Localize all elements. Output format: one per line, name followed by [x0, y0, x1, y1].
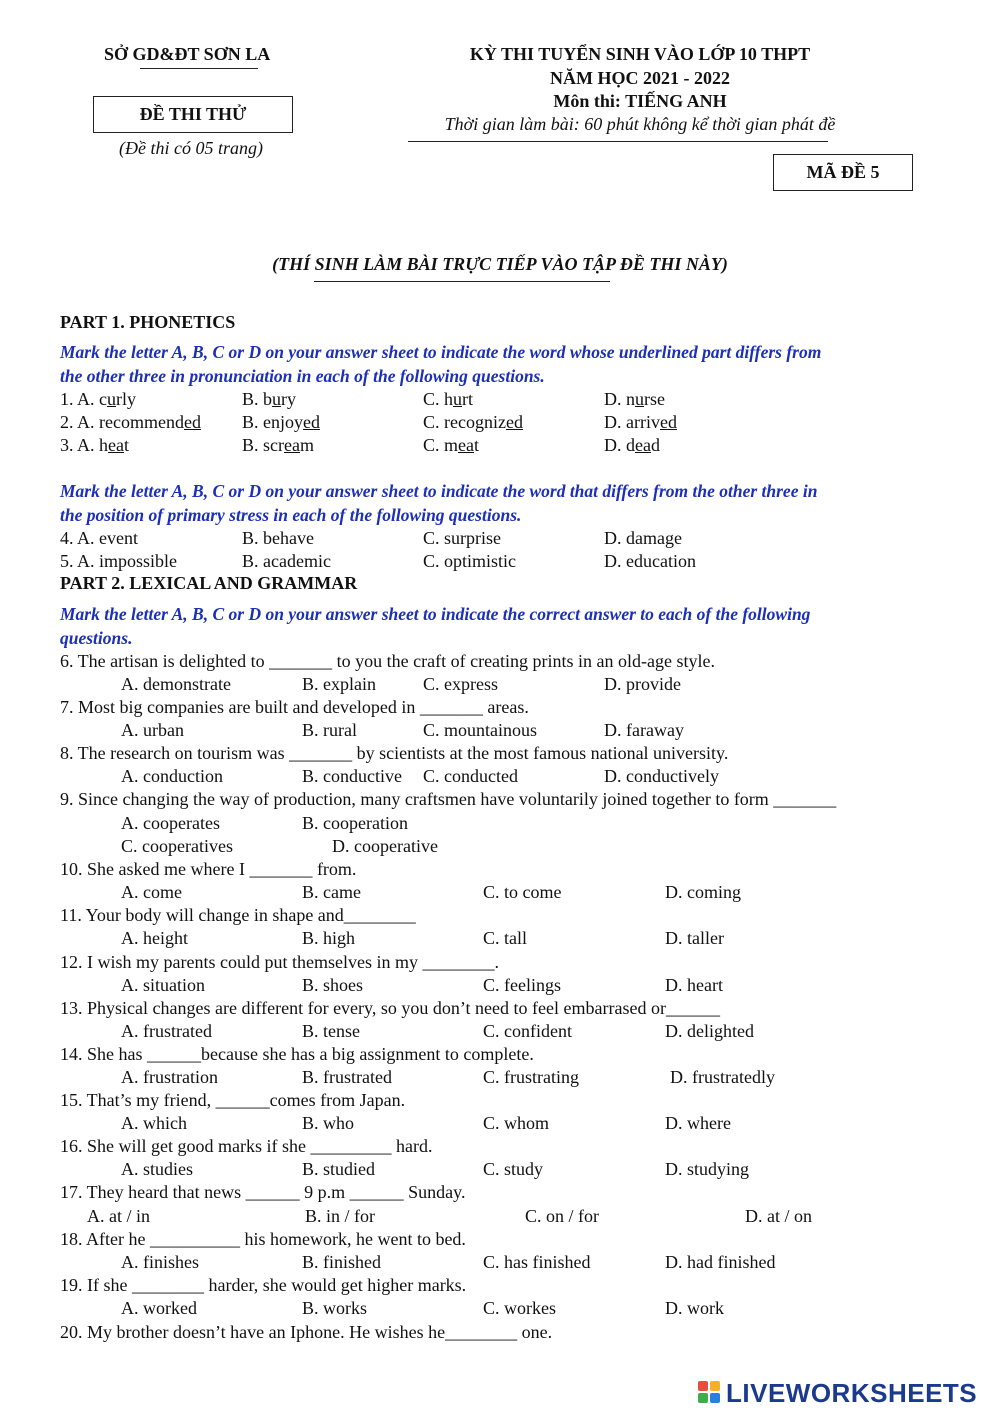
q9-option-b: B. cooperation [302, 813, 408, 833]
q17-option-d: D. at / on [745, 1206, 812, 1226]
q5-option-b: B. academic [242, 551, 331, 571]
liveworksheets-logo-icon [698, 1381, 722, 1405]
q9-option-d: D. cooperative [332, 836, 438, 856]
q19-option-a: A. worked [121, 1298, 197, 1318]
exam-code-box: MÃ ĐỀ 5 [773, 154, 913, 191]
q13-option-a: A. frustrated [121, 1021, 212, 1041]
duration-underline [408, 141, 828, 142]
q8-option-c: C. conducted [423, 766, 518, 786]
q9-option-c: C. cooperatives [121, 836, 233, 856]
q10-option-d: D. coming [665, 882, 741, 902]
part1-instruction-b-line2: the position of primary stress in each of the following questions. [60, 505, 522, 525]
q19-option-c: C. workes [483, 1298, 556, 1318]
q17-option-b: B. in / for [305, 1206, 375, 1226]
q10-option-a: A. come [121, 882, 182, 902]
question-15-stem: 15. That’s my friend, ______comes from Japan. [60, 1090, 406, 1110]
part1-instruction-a-line2: the other three in pronunciation in each of the following questions. [60, 366, 545, 386]
q12-option-d: D. heart [665, 975, 723, 995]
department-underline [140, 68, 258, 69]
q4-option-c: C. surprise [423, 528, 501, 548]
q16-option-c: C. study [483, 1159, 544, 1179]
q1-option-b: B. bury [242, 389, 297, 409]
question-11-stem: 11. Your body will change in shape and________ [60, 905, 416, 925]
question-19-stem: 19. If she ________ harder, she would get higher marks. [60, 1275, 467, 1295]
q1-option-a: 1. A. curly [60, 389, 136, 409]
q14-option-d: D. frustratedly [670, 1067, 775, 1087]
q2-option-a: 2. A. recommended [60, 412, 201, 432]
q6-option-c: C. express [423, 674, 498, 694]
part2-title: PART 2. LEXICAL AND GRAMMAR [60, 573, 358, 593]
q14-option-a: A. frustration [121, 1067, 218, 1087]
q18-option-c: C. has finished [483, 1252, 591, 1272]
exam-title: KỲ THI TUYỂN SINH VÀO LỚP 10 THPT [469, 44, 811, 64]
pages-note: (Đề thi có 05 trang) [119, 138, 263, 158]
q13-option-b: B. tense [302, 1021, 360, 1041]
q3-option-a: 3. A. heat [60, 435, 130, 455]
question-6-stem: 6. The artisan is delighted to _______ to you the craft of creating prints in an old-age style. [60, 651, 716, 671]
department-name: SỞ GD&ĐT SƠN LA [104, 44, 271, 64]
q16-option-b: B. studied [302, 1159, 376, 1179]
q8-option-b: B. conductive [302, 766, 402, 786]
q2-option-b: B. enjoyed [242, 412, 320, 432]
q13-option-c: C. confident [483, 1021, 572, 1041]
question-13-stem: 13. Physical changes are different for every, so you don’t need to feel embarrased or______ [60, 998, 720, 1018]
q11-option-c: C. tall [483, 928, 527, 948]
q18-option-b: B. finished [302, 1252, 381, 1272]
q5-option-d: D. education [604, 551, 696, 571]
q15-option-d: D. where [665, 1113, 731, 1133]
question-10-stem: 10. She asked me where I _______ from. [60, 859, 357, 879]
q18-option-a: A. finishes [121, 1252, 199, 1272]
q7-option-d: D. faraway [604, 720, 684, 740]
q16-option-a: A. studies [121, 1159, 193, 1179]
q15-option-b: B. who [302, 1113, 355, 1133]
liveworksheets-logo-text: LIVEWORKSHEETS [726, 1378, 978, 1408]
q10-option-c: C. to come [483, 882, 562, 902]
q14-option-b: B. frustrated [302, 1067, 392, 1087]
q7-option-b: B. rural [302, 720, 357, 740]
q11-option-a: A. height [121, 928, 188, 948]
question-16-stem: 16. She will get good marks if she _________ hard. [60, 1136, 433, 1156]
q14-option-c: C. frustrating [483, 1067, 579, 1087]
q19-option-b: B. works [302, 1298, 368, 1318]
q2-option-d: D. arrived [604, 412, 677, 432]
subject: Môn thi: TIẾNG ANH [553, 91, 727, 111]
question-20-stem: 20. My brother doesn’t have an Iphone. He wishes he________ one. [60, 1322, 553, 1342]
q5-option-c: C. optimistic [423, 551, 517, 571]
part1-title: PART 1. PHONETICS [60, 312, 236, 332]
q6-option-a: A. demonstrate [121, 674, 231, 694]
q1-option-d: D. nurse [604, 389, 665, 409]
q12-option-b: B. shoes [302, 975, 364, 995]
question-14-stem: 14. She has ______because she has a big assignment to complete. [60, 1044, 534, 1064]
q16-option-d: D. studying [665, 1159, 750, 1179]
banner-underline [314, 281, 610, 282]
question-7-stem: 7. Most big companies are built and developed in _______ areas. [60, 697, 529, 717]
q3-option-b: B. scream [242, 435, 314, 455]
q18-option-d: D. had finished [665, 1252, 776, 1272]
q1-option-c: C. hurt [423, 389, 474, 409]
q3-option-c: C. meat [423, 435, 480, 455]
question-9-stem: 9. Since changing the way of production, many craftsmen have voluntarily joined together to form _______ [60, 789, 837, 809]
q3-option-d: D. dead [604, 435, 660, 455]
q4-option-b: B. behave [242, 528, 314, 548]
question-8-stem: 8. The research on tourism was _______ by scientists at the most famous national university. [60, 743, 729, 763]
q8-option-a: A. conduction [121, 766, 223, 786]
school-year: NĂM HỌC 2021 - 2022 [550, 68, 730, 88]
q17-option-c: C. on / for [525, 1206, 599, 1226]
q2-option-c: C. recognized [423, 412, 523, 432]
q11-option-b: B. high [302, 928, 356, 948]
q17-option-a: A. at / in [87, 1206, 150, 1226]
q13-option-d: D. delighted [665, 1021, 754, 1041]
q5-option-a: 5. A. impossible [60, 551, 178, 571]
q15-option-a: A. which [121, 1113, 187, 1133]
q8-option-d: D. conductively [604, 766, 719, 786]
q6-option-d: D. provide [604, 674, 681, 694]
instruction-banner: (THÍ SINH LÀM BÀI TRỰC TIẾP VÀO TẬP ĐỀ THI NÀY) [272, 254, 728, 274]
q15-option-c: C. whom [483, 1113, 550, 1133]
q4-option-d: D. damage [604, 528, 682, 548]
q12-option-a: A. situation [121, 975, 205, 995]
q4-option-a: 4. A. event [60, 528, 138, 548]
q6-option-b: B. explain [302, 674, 376, 694]
question-18-stem: 18. After he __________ his homework, he went to bed. [60, 1229, 466, 1249]
q7-option-a: A. urban [121, 720, 184, 740]
part1-instruction-a-line1: Mark the letter A, B, C or D on your answer sheet to indicate the word whose underlined part differs from [60, 342, 822, 362]
exam-duration: Thời gian làm bài: 60 phút không kể thời gian phát đề [444, 114, 836, 134]
part1-instruction-b-line1: Mark the letter A, B, C or D on your answer sheet to indicate the word that differs from the other three in [60, 481, 818, 501]
exam-type-box: ĐỀ THI THỬ [93, 96, 293, 133]
question-17-stem: 17. They heard that news ______ 9 p.m ______ Sunday. [60, 1182, 466, 1202]
part2-instruction-line2: questions. [60, 628, 133, 648]
q12-option-c: C. feelings [483, 975, 561, 995]
q10-option-b: B. came [302, 882, 361, 902]
q11-option-d: D. taller [665, 928, 724, 948]
q7-option-c: C. mountainous [423, 720, 538, 740]
q9-option-a: A. cooperates [121, 813, 220, 833]
question-12-stem: 12. I wish my parents could put themselves in my ________. [60, 952, 499, 972]
part2-instruction-line1: Mark the letter A, B, C or D on your answer sheet to indicate the correct answer to each of the following [60, 604, 811, 624]
q19-option-d: D. work [665, 1298, 724, 1318]
